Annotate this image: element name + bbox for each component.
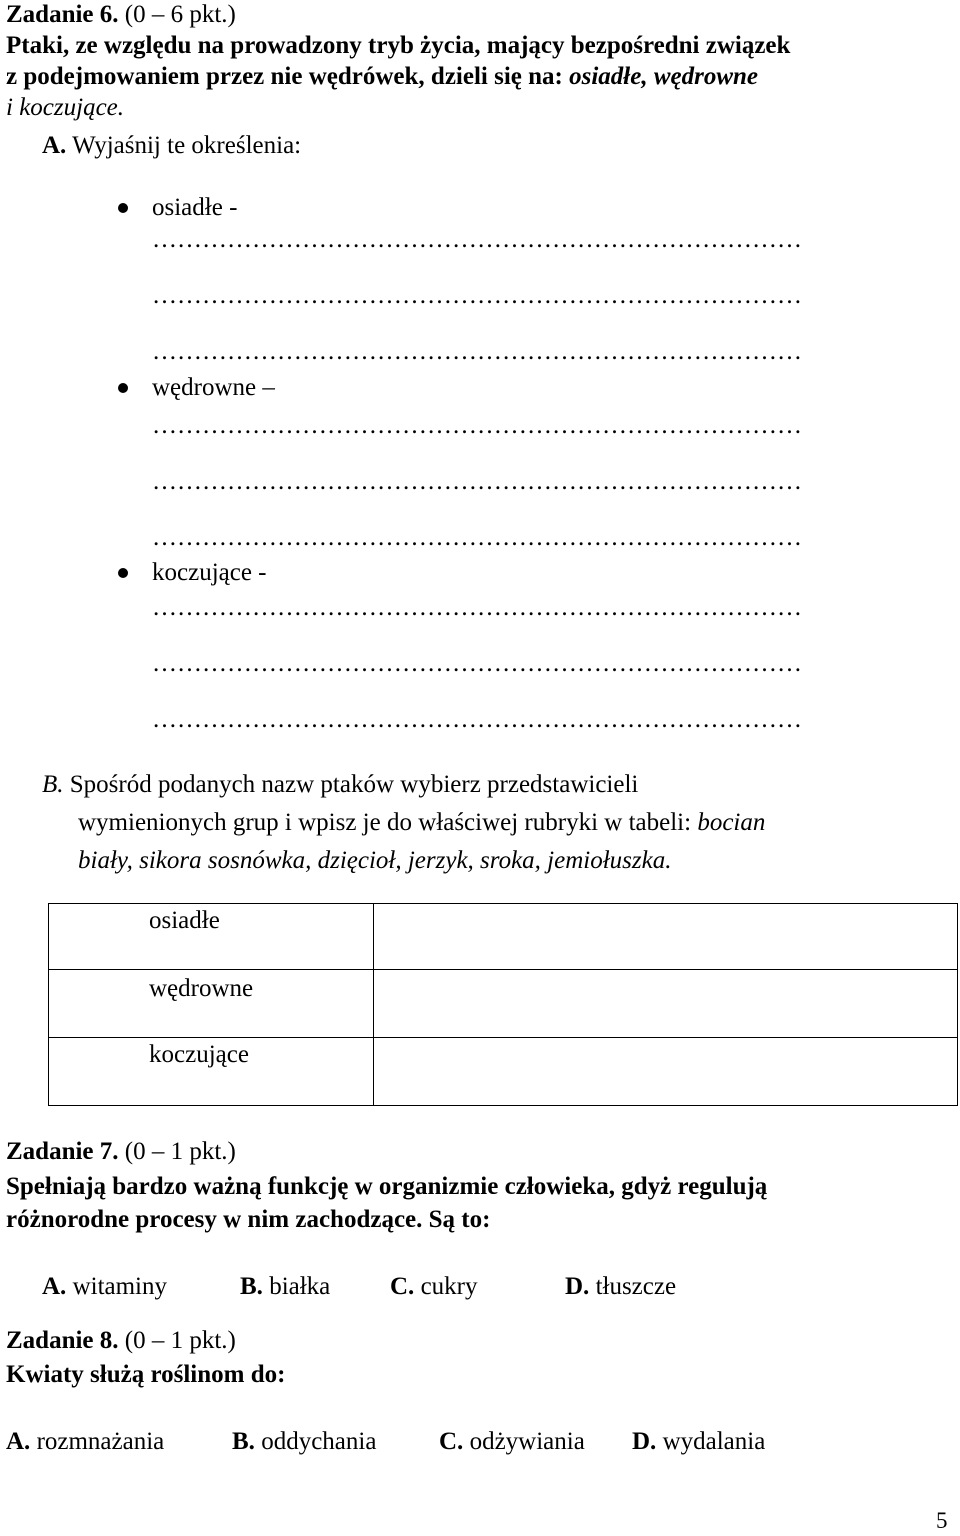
task6-intro-line3: i koczujące. bbox=[6, 94, 125, 121]
task7-option-a[interactable] bbox=[42, 1272, 167, 1302]
task8-option-a[interactable] bbox=[6, 1427, 164, 1457]
task8-title: Zadanie 8. bbox=[6, 1327, 119, 1354]
partB-text-1: Spośród podanych nazw ptaków wybierz przedstawicieli bbox=[69, 771, 639, 798]
task6-intro-line2 bbox=[6, 62, 758, 92]
option-letter: D. bbox=[632, 1428, 657, 1455]
task6-intro-line1: Ptaki, ze względu na prowadzony tryb życia, mający bezpośredni związek bbox=[6, 32, 791, 59]
task6-heading bbox=[6, 0, 236, 30]
option-letter: A. bbox=[6, 1428, 31, 1455]
partA-prompt bbox=[42, 131, 301, 161]
option-text: tłuszcze bbox=[595, 1273, 677, 1300]
partB-text-2: wymienionych grup i wpisz je do właściwej rubryki w tabeli: bbox=[78, 809, 692, 836]
option-letter: B. bbox=[240, 1273, 263, 1300]
option-letter: C. bbox=[390, 1273, 415, 1300]
option-text: wydalania bbox=[662, 1428, 766, 1455]
answer-line[interactable]: …………………………………………………………………… bbox=[152, 226, 802, 253]
partB-line2 bbox=[78, 808, 765, 838]
option-text: oddychania bbox=[261, 1428, 377, 1455]
table-label-cell bbox=[49, 970, 374, 1038]
answer-line[interactable]: …………………………………………………………………… bbox=[152, 524, 802, 551]
answer-line[interactable]: …………………………………………………………………… bbox=[152, 338, 802, 365]
partB-label: B. bbox=[42, 771, 64, 798]
row-label-wedrowne: wędrowne bbox=[149, 975, 254, 1002]
table-label-cell bbox=[49, 1038, 374, 1106]
task7-points: (0 – 1 pkt.) bbox=[124, 1138, 236, 1165]
answer-line[interactable]: …………………………………………………………………… bbox=[152, 650, 802, 677]
row-label-koczujace: koczujące bbox=[149, 1041, 249, 1068]
task8-option-c[interactable] bbox=[439, 1427, 585, 1457]
row-label-osiadle: osiadłe bbox=[149, 907, 220, 934]
table-row bbox=[49, 970, 958, 1038]
task8-question: Kwiaty służą roślinom do: bbox=[6, 1361, 286, 1388]
option-text: cukry bbox=[420, 1273, 478, 1300]
bullet-icon bbox=[118, 383, 128, 393]
answer-line[interactable]: …………………………………………………………………… bbox=[152, 282, 802, 309]
task8-option-d[interactable] bbox=[632, 1427, 765, 1457]
option-letter: A. bbox=[42, 1273, 67, 1300]
term-koczujace-label: koczujące - bbox=[152, 559, 267, 586]
answer-line[interactable]: …………………………………………………………………… bbox=[152, 412, 802, 439]
option-text: witaminy bbox=[72, 1273, 167, 1300]
answer-line[interactable]: …………………………………………………………………… bbox=[152, 594, 802, 621]
task7-option-c[interactable] bbox=[390, 1272, 477, 1302]
option-letter: C. bbox=[439, 1428, 464, 1455]
task8-points: (0 – 1 pkt.) bbox=[124, 1327, 236, 1354]
table-answer-cell[interactable] bbox=[374, 1038, 958, 1106]
partB-text-2-italic: bocian bbox=[697, 809, 766, 836]
task7-option-d[interactable] bbox=[565, 1272, 676, 1302]
partA-text: Wyjaśnij te określenia: bbox=[72, 132, 302, 159]
answer-line[interactable]: …………………………………………………………………… bbox=[152, 706, 802, 733]
table-label-cell bbox=[49, 904, 374, 970]
table-answer-cell[interactable] bbox=[374, 904, 958, 970]
task8-heading bbox=[6, 1326, 236, 1356]
bullet-icon bbox=[118, 568, 128, 578]
task7-question-line1: Spełniają bardzo ważną funkcję w organizmie człowieka, gdyż regulują bbox=[6, 1173, 768, 1200]
task7-title: Zadanie 7. bbox=[6, 1138, 119, 1165]
option-letter: D. bbox=[565, 1273, 590, 1300]
task6-title: Zadanie 6. bbox=[6, 1, 119, 28]
table-answer-cell[interactable] bbox=[374, 970, 958, 1038]
option-text: rozmnażania bbox=[36, 1428, 165, 1455]
partB-line1 bbox=[42, 770, 638, 800]
answer-line[interactable]: …………………………………………………………………… bbox=[152, 468, 802, 495]
option-text: białka bbox=[269, 1273, 331, 1300]
task7-heading bbox=[6, 1137, 236, 1167]
task6-intro-line2-a: z podejmowaniem przez nie wędrówek, dzieli się na: bbox=[6, 63, 563, 90]
term-wedrowne-label: wędrowne – bbox=[152, 374, 275, 401]
task8-option-b[interactable] bbox=[232, 1427, 376, 1457]
table-row bbox=[49, 1038, 958, 1106]
bird-groups-table bbox=[48, 903, 958, 1106]
page-number: 5 bbox=[936, 1508, 948, 1533]
task6-points: (0 – 6 pkt.) bbox=[124, 1, 236, 28]
partB-line3: biały, sikora sosnówka, dzięcioł, jerzyk, sroka, jemiołuszka. bbox=[78, 847, 672, 874]
bullet-icon bbox=[118, 203, 128, 213]
task7-question-line2: różnorodne procesy w nim zachodzące. Są to: bbox=[6, 1206, 491, 1233]
option-letter: B. bbox=[232, 1428, 255, 1455]
option-text: odżywiania bbox=[469, 1428, 585, 1455]
task7-option-b[interactable] bbox=[240, 1272, 330, 1302]
term-osiadle-label: osiadłe - bbox=[152, 194, 238, 221]
partA-label: A. bbox=[42, 132, 67, 159]
table-row bbox=[49, 904, 958, 970]
task6-intro-line2-b: osiadłe, wędrowne bbox=[569, 63, 759, 90]
